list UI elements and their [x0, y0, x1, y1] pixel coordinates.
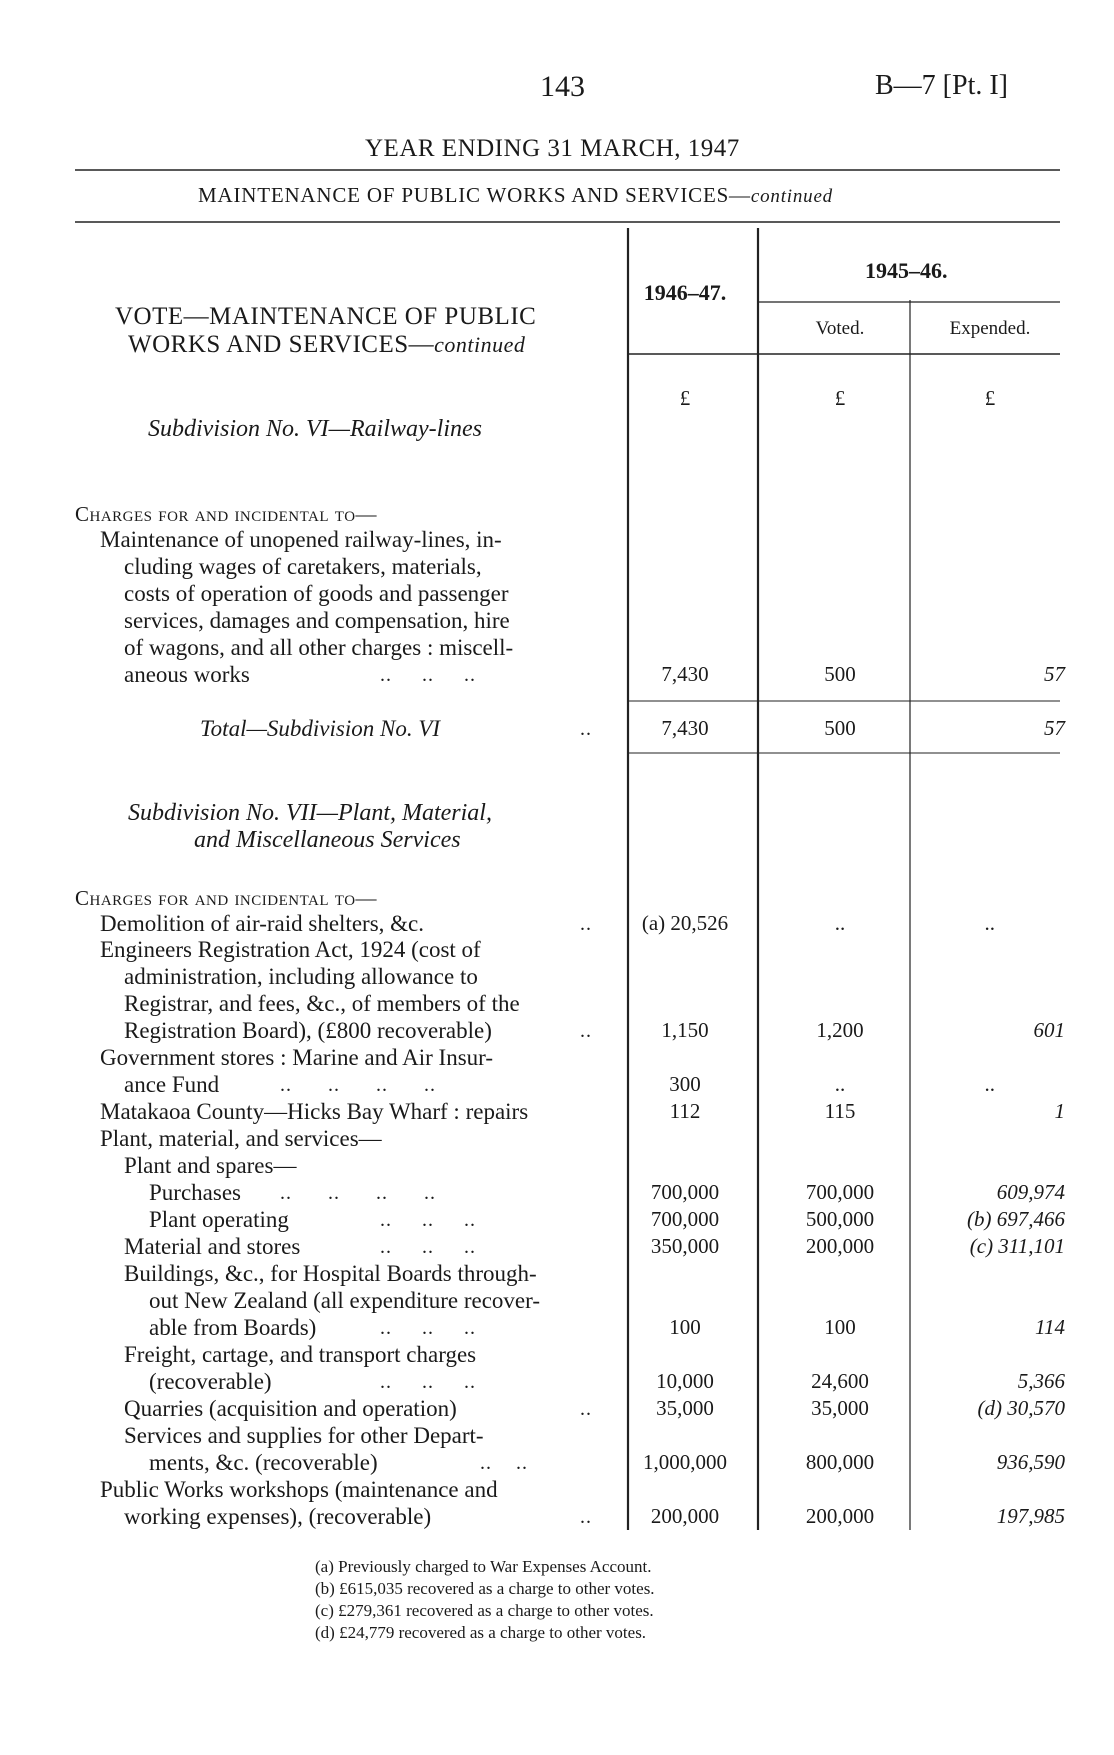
demolition-label: Demolition of air-raid shelters, &c. [100, 911, 424, 936]
maintenance-voted: 500 [824, 662, 856, 686]
services-supplies-1946-47: 1,000,000 [643, 1450, 727, 1474]
demolition-1946-47: (a) 20,526 [641, 911, 729, 935]
maintenance-line-1: Maintenance of unopened railway-lines, in- [100, 527, 502, 552]
buildings-voted: 100 [824, 1315, 856, 1339]
plant-operating-expended: (b) 697,466 [967, 1207, 1065, 1231]
vote-title-line2-suffix: continued [434, 332, 526, 357]
currency-symbol-expended: £ [984, 386, 996, 410]
workshops-line-2: working expenses), (recoverable) [124, 1504, 432, 1529]
leader-dots: .. [580, 1020, 592, 1042]
workshops-line-1: Public Works workshops (maintenance and [100, 1477, 498, 1502]
workshops-voted: 200,000 [805, 1504, 875, 1528]
government-stores-line-1: Government stores : Marine and Air Insur- [100, 1045, 493, 1070]
column-header-voted: Voted. [815, 318, 865, 339]
buildings-line-3: able from Boards) [149, 1315, 317, 1340]
demolition-expended: .. [984, 911, 995, 935]
engineers-voted: 1,200 [816, 1018, 864, 1042]
leader-dots: .. .. .. .. [280, 1074, 436, 1096]
engineers-expended: 601 [1033, 1018, 1065, 1042]
workshops-expended: 197,985 [996, 1504, 1065, 1528]
engineers-line-1: Engineers Registration Act, 1924 (cost of [100, 937, 481, 962]
buildings-line-1: Buildings, &c., for Hospital Boards through- [124, 1261, 537, 1286]
matakaoa-label: Matakaoa County—Hicks Bay Wharf : repairs [100, 1099, 529, 1124]
leader-dots: .. [580, 718, 592, 740]
footnote-d: (d) £24,779 recovered as a charge to other votes. [315, 1623, 647, 1642]
leader-dots: .. .. .. [380, 1371, 476, 1393]
workshops-1946-47: 200,000 [650, 1504, 720, 1528]
subdivision-7-title-line2: and Miscellaneous Services [194, 827, 461, 853]
matakaoa-voted: 115 [824, 1099, 856, 1123]
quarries-voted: 35,000 [811, 1396, 869, 1420]
engineers-line-2: administration, including allowance to [124, 964, 478, 989]
column-header-1946-47: 1946–47. [643, 280, 727, 305]
quarries-1946-47: 35,000 [656, 1396, 714, 1420]
maintenance-line-3: costs of operation of goods and passenger [124, 581, 509, 606]
buildings-expended: 114 [1035, 1315, 1065, 1339]
total-6-1946-47: 7,430 [661, 716, 709, 740]
plant-services-label: Plant, material, and services— [100, 1126, 382, 1151]
freight-expended: 5,366 [1017, 1369, 1065, 1393]
document-reference: B—7 [Pt. I] [875, 70, 1008, 101]
engineers-1946-47: 1,150 [661, 1018, 709, 1042]
engineers-line-3: Registrar, and fees, &c., of members of the [124, 991, 520, 1016]
demolition-voted: .. [834, 911, 846, 935]
currency-symbol-voted: £ [834, 386, 846, 410]
plant-spares-label: Plant and spares— [124, 1153, 297, 1178]
leader-dots: .. [580, 1398, 592, 1420]
material-stores-1946-47: 350,000 [650, 1234, 720, 1258]
leader-dots: .. .. .. [380, 1317, 476, 1339]
quarries-expended: (d) 30,570 [977, 1396, 1065, 1420]
leader-dots: .. .. .. .. [280, 1182, 436, 1204]
matakaoa-expended: 1 [1054, 1099, 1065, 1123]
quarries-label: Quarries (acquisition and operation) [124, 1396, 457, 1421]
leader-dots: .. .. .. [380, 1236, 476, 1258]
total-6-expended: 57 [1044, 716, 1065, 740]
engineers-line-4: Registration Board), (£800 recoverable) [124, 1018, 492, 1043]
subdivision-6-charges-heading: Charges for and incidental to— [75, 502, 378, 526]
subdivision-6-title: Subdivision No. VI—Railway-lines [148, 416, 482, 442]
purchases-expended: 609,974 [996, 1180, 1065, 1204]
freight-1946-47: 10,000 [656, 1369, 714, 1393]
government-stores-1946-47: 300 [669, 1072, 701, 1096]
year-heading: YEAR ENDING 31 MARCH, 1947 [365, 135, 740, 162]
maintenance-line-6: aneous works [124, 662, 250, 687]
subdivision-7-charges-heading: Charges for and incidental to— [75, 886, 378, 910]
vote-title-line2-text: WORKS AND SERVICES— [128, 331, 435, 358]
page-number: 143 [540, 70, 585, 103]
matakaoa-1946-47: 112 [669, 1099, 701, 1123]
maintenance-line-5: of wagons, and all other charges : miscell- [124, 635, 514, 660]
maintenance-line-4: services, damages and compensation, hire [124, 608, 510, 633]
material-stores-label: Material and stores [124, 1234, 301, 1259]
total-6-voted: 500 [824, 716, 856, 740]
services-supplies-line-2: ments, &c. (recoverable) [149, 1450, 378, 1475]
government-stores-line-2: ance Fund [124, 1072, 220, 1097]
plant-operating-label: Plant operating [149, 1207, 289, 1232]
leader-dots: .. .. .. [380, 1209, 476, 1231]
leader-dots: .. [580, 913, 592, 935]
freight-line-1: Freight, cartage, and transport charges [124, 1342, 477, 1367]
section-heading-suffix: continued [750, 186, 833, 207]
material-stores-expended: (c) 311,101 [969, 1234, 1065, 1258]
footnote-a: (a) Previously charged to War Expenses Account. [315, 1557, 652, 1576]
purchases-label: Purchases [149, 1180, 241, 1205]
maintenance-1946-47: 7,430 [661, 662, 709, 686]
buildings-1946-47: 100 [669, 1315, 701, 1339]
plant-operating-voted: 500,000 [805, 1207, 875, 1231]
leader-dots: .. .. .. [380, 664, 476, 686]
plant-operating-1946-47: 700,000 [650, 1207, 720, 1231]
services-supplies-line-1: Services and supplies for other Depart- [124, 1423, 484, 1448]
footnote-b: (b) £615,035 recovered as a charge to other votes. [315, 1579, 655, 1598]
footnote-c: (c) £279,361 recovered as a charge to other votes. [315, 1601, 654, 1620]
vote-title-line2 [128, 331, 525, 359]
subdivision-7-title-line1: Subdivision No. VII—Plant, Material, [128, 800, 492, 826]
services-supplies-expended: 936,590 [996, 1450, 1065, 1474]
services-supplies-voted: 800,000 [805, 1450, 875, 1474]
column-header-1945-46: 1945–46. [865, 258, 948, 283]
section-heading [198, 183, 833, 208]
maintenance-expended: 57 [1044, 662, 1065, 686]
purchases-voted: 700,000 [805, 1180, 875, 1204]
government-stores-expended: .. [984, 1072, 995, 1096]
maintenance-line-2: cluding wages of caretakers, materials, [124, 554, 482, 579]
vote-title-line1: VOTE—MAINTENANCE OF PUBLIC [115, 303, 537, 330]
freight-line-2: (recoverable) [149, 1369, 272, 1394]
buildings-line-2: out New Zealand (all expenditure recover- [149, 1288, 540, 1313]
freight-voted: 24,600 [811, 1369, 869, 1393]
leader-dots: .. .. [480, 1452, 528, 1474]
subdivision-6-total-label: Total—Subdivision No. VI [200, 716, 441, 741]
currency-symbol-current: £ [679, 386, 691, 410]
section-heading-text: MAINTENANCE OF PUBLIC WORKS AND SERVICES— [198, 183, 751, 207]
leader-dots: .. [580, 1506, 592, 1528]
purchases-1946-47: 700,000 [650, 1180, 720, 1204]
government-stores-voted: .. [834, 1072, 846, 1096]
column-header-expended: Expended. [949, 318, 1031, 339]
material-stores-voted: 200,000 [805, 1234, 875, 1258]
